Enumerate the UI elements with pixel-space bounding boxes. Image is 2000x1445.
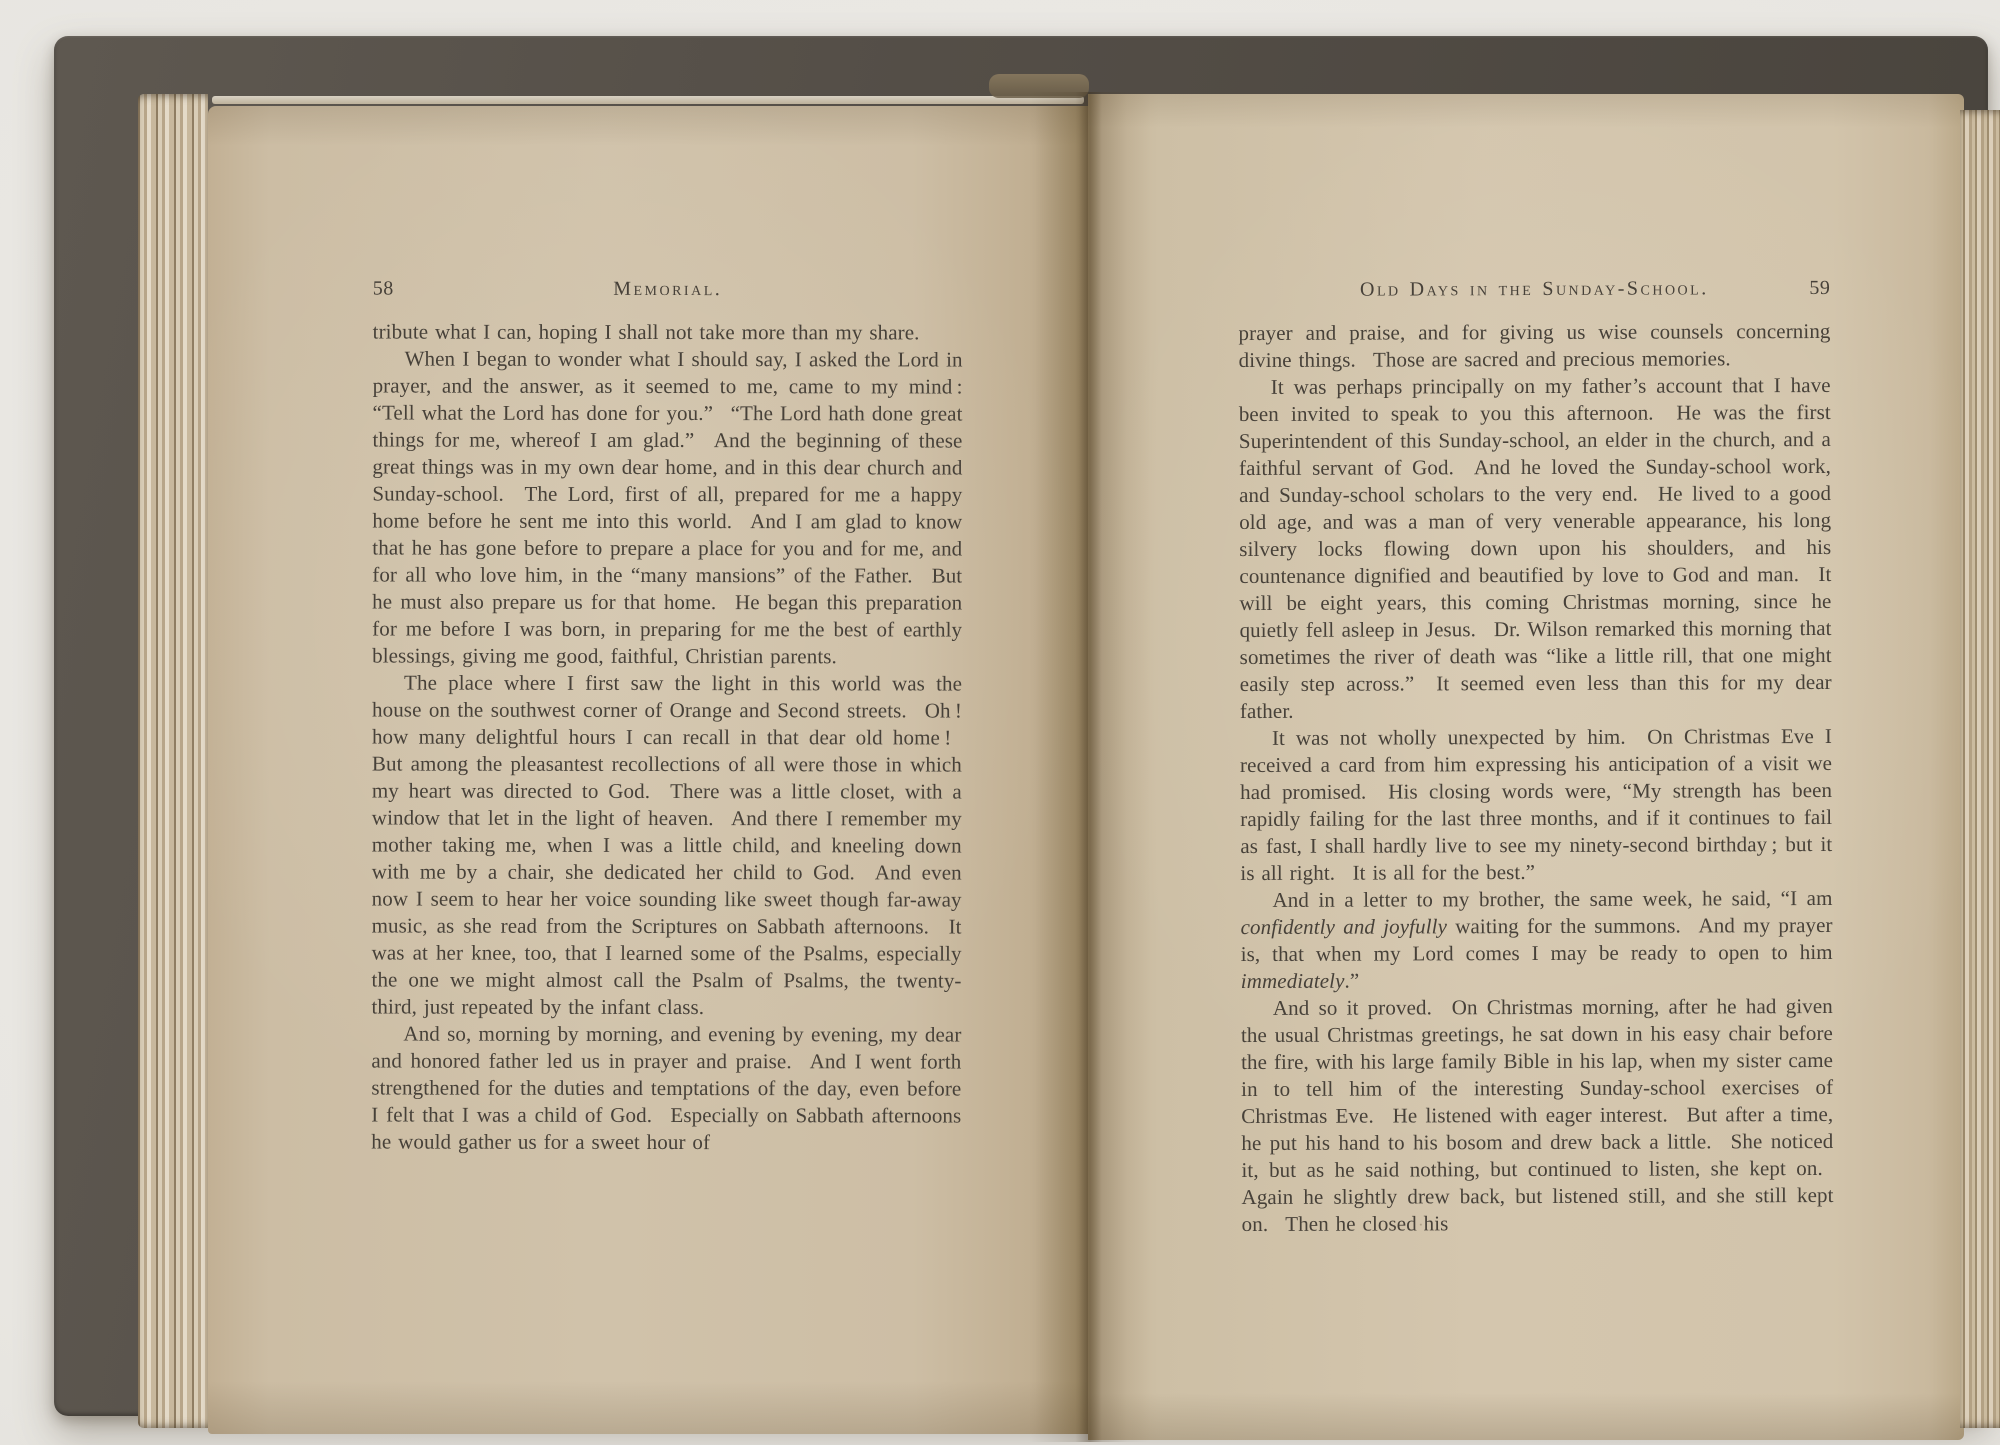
page-edges-top — [212, 96, 1084, 104]
right-page — [1088, 94, 1964, 1440]
right-running-header: Old Days in the Sunday-School. — [1360, 277, 1709, 301]
paragraph — [1240, 885, 1832, 995]
text-run: waiting for the summons. And my prayer is, that when my Lord comes I may be ready to open to him — [1240, 912, 1833, 967]
text-run: prayer and praise, and for giving us wise counsels concerning divine things. Those are sacred and precious memories. — [1238, 318, 1831, 373]
left-running-head-row — [373, 275, 963, 303]
spine-wear-mark — [989, 74, 1089, 98]
left-page-text-column — [371, 275, 963, 1156]
left-page-body — [371, 318, 962, 1156]
paragraph — [371, 669, 962, 1021]
right-running-head-row — [1238, 275, 1830, 304]
italic-text-run: immediately — [1240, 968, 1345, 994]
left-page — [208, 106, 1088, 1434]
book-cover — [54, 36, 1988, 1416]
paragraph — [1241, 993, 1834, 1238]
text-run: The place where I first saw the light in this world was the house on the southwest corner of Orange and Second streets. Oh ! how many delightful hours I can recall in that dear old home ! But among the pleasantest recollections of all were those in which my heart was directed to God. There was a little closet, with a window that let in the light of heaven. And there I remember my mother taking me, when I was a little child, and kneeling down with me by a chair, she dedicated her child to God. And even now I seem to hear her voice sounding like sweet though far-away music, as she read from the Scriptures on Sabbath afternoons. It was at her knee, too, that I learned some of the Psalms, especially the one we might almost call the Psalm of Psalms, the twenty-third, just repeated by the infant class. — [371, 670, 963, 1020]
text-run: When I began to wonder what I should say, I asked the Lord in prayer, and the answer, as it seemed to me, came to my mind : “Tell what the Lord has done for you.” “The Lord hath done great things for me, whereof I am glad.” And the beginning of these great things was in my own dear home, and in this dear church and Sunday-school. The Lord, first of all, prepared for me a happy home before he sent me into this world. And I am glad to know that he has gone before to prepare a place for you and for me, and for all who love him, in the “many mansions” of the Father. But he must also prepare us for that home. He began this preparation for me before I was born, in preparing for me the best of earthly blessings, giving me good, faithful, Christian parents. — [372, 346, 963, 669]
page-edges-left — [138, 94, 208, 1428]
text-run: tribute what I can, hoping I shall not take more than my share. — [372, 319, 920, 345]
italic-text-run: confidently and joyfully — [1240, 914, 1448, 940]
paragraph — [373, 318, 963, 346]
paragraph — [1238, 318, 1830, 374]
paragraph — [1239, 372, 1832, 725]
paragraph — [372, 345, 963, 670]
right-page-text-column — [1238, 275, 1833, 1238]
paragraph — [1240, 723, 1833, 887]
text-run: .” — [1344, 968, 1360, 993]
left-running-header: Memorial. — [613, 277, 723, 301]
right-page-number: 59 — [1809, 276, 1831, 300]
right-page-body — [1238, 318, 1833, 1238]
text-run: And so, morning by morning, and evening by evening, my dear and honored father led us in prayer and praise. And I went forth strengthened for the duties and temptations of the day, even before I felt that I was a child of God. Especially on Sabbath afternoons he would gather us for a sweet hour of — [371, 1021, 962, 1155]
page-edges-right — [1960, 110, 2000, 1428]
text-run: And so it proved. On Christmas morning, after he had given the usual Christmas greetings, he sat down in his easy chair before the fire, with his large family Bible in his lap, when my sister came in to tell him of the interesting Sunday-school exercises of Christmas Eve. He listened with eager interest. But after a time, he put his hand to his bosom and drew back a little. She noticed it, but as he said nothing, but continued to listen, she kept on. Again he slightly drew back, but listened still, and she still kept on. Then he closed his — [1240, 993, 1834, 1237]
text-run: It was perhaps principally on my father’s account that I have been invited to speak to you this afternoon. He was the first Superintendent of this Sunday-school, an elder in the church, and a faithful servant of God. And he loved the Sunday-school work, and Sunday-school scholars to the very end. He lived to a good old age, and was a man of very venerable appearance, his long silvery locks flowing down upon his shoulders, and his countenance dignified and beautified by love to God and man. It will be eight years, this coming Christmas morning, since he quietly fell asleep in Jesus. Dr. Wilson remarked this morning that sometimes the river of death was “like a little rill, that one might easily step across.” It seemed even less than this for my dear father. — [1238, 372, 1832, 724]
text-run: It was not wholly unexpected by him. On Christmas Eve I received a card from him expressing his anticipation of a visit we had promised. His closing words were, “My strength has been rapidly failing for the last three months, and if it continues to fail as fast, I shall hardly live to see my ninety-second birthday ; but it is all right. It is all for the best.” — [1239, 723, 1833, 886]
left-page-number: 58 — [372, 277, 394, 300]
text-run: And in a letter to my brother, the same week, he said, “I am — [1272, 885, 1833, 912]
paragraph — [371, 1020, 961, 1156]
